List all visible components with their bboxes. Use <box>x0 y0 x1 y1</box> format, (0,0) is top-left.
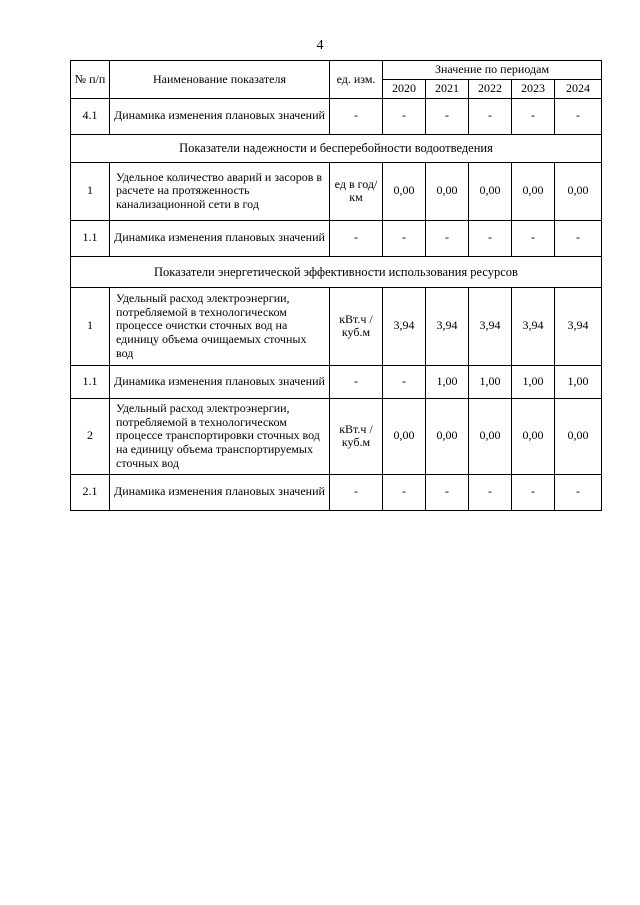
row-number: 2 <box>71 398 110 474</box>
value-cell: - <box>469 98 512 134</box>
value-cell: - <box>555 220 602 256</box>
value-cell: - <box>512 98 555 134</box>
table-row <box>71 287 602 365</box>
row-number: 1 <box>71 162 110 220</box>
unit-cell: - <box>330 98 383 134</box>
value-cell: - <box>469 474 512 510</box>
value-cell: - <box>383 98 426 134</box>
value-cell: 0,00 <box>512 162 555 220</box>
indicator-name: Динамика изменения плановых значений <box>110 220 330 256</box>
page-number: 4 <box>316 38 324 53</box>
value-cell: 3,94 <box>426 287 469 365</box>
table-row <box>71 474 602 510</box>
unit-cell: - <box>330 220 383 256</box>
column-header-num: № п/п <box>71 61 110 99</box>
column-header-year: 2020 <box>383 80 426 99</box>
value-cell: - <box>555 474 602 510</box>
value-cell: 3,94 <box>469 287 512 365</box>
column-header-periods: Значение по периодам <box>383 61 602 80</box>
value-cell: 0,00 <box>555 162 602 220</box>
value-cell: - <box>426 474 469 510</box>
table-row <box>71 398 602 474</box>
table-row <box>71 98 602 134</box>
value-cell: 0,00 <box>383 398 426 474</box>
value-cell: 0,00 <box>469 398 512 474</box>
row-number: 4.1 <box>71 98 110 134</box>
value-cell: - <box>426 98 469 134</box>
unit-cell: - <box>330 474 383 510</box>
indicators-table <box>70 60 602 511</box>
column-header-name: Наименование показателя <box>110 61 330 99</box>
row-number: 1.1 <box>71 365 110 398</box>
value-cell: 0,00 <box>426 162 469 220</box>
section-title: Показатели надежности и бесперебойности водоотведения <box>71 134 602 162</box>
indicator-name: Удельное количество аварий и засоров в расчете на протяженность канализационной сети в год <box>110 162 330 220</box>
indicator-name: Динамика изменения плановых значений <box>110 365 330 398</box>
indicator-name: Динамика изменения плановых значений <box>110 98 330 134</box>
section-row <box>71 256 602 287</box>
table-header-row <box>71 61 602 80</box>
column-header-year: 2022 <box>469 80 512 99</box>
column-header-year: 2023 <box>512 80 555 99</box>
value-cell: 1,00 <box>555 365 602 398</box>
value-cell: - <box>469 220 512 256</box>
value-cell: - <box>383 474 426 510</box>
table-row <box>71 220 602 256</box>
value-cell: 1,00 <box>426 365 469 398</box>
column-header-unit: ед. изм. <box>330 61 383 99</box>
value-cell: - <box>383 365 426 398</box>
value-cell: 3,94 <box>512 287 555 365</box>
section-row <box>71 134 602 162</box>
value-cell: 0,00 <box>426 398 469 474</box>
row-number: 1 <box>71 287 110 365</box>
indicator-name: Динамика изменения плановых значений <box>110 474 330 510</box>
column-header-year: 2021 <box>426 80 469 99</box>
table-row <box>71 365 602 398</box>
unit-cell: кВт.ч / куб.м <box>330 287 383 365</box>
value-cell: 0,00 <box>512 398 555 474</box>
value-cell: 0,00 <box>469 162 512 220</box>
value-cell: 0,00 <box>383 162 426 220</box>
value-cell: 1,00 <box>512 365 555 398</box>
value-cell: 3,94 <box>383 287 426 365</box>
value-cell: - <box>512 474 555 510</box>
value-cell: - <box>426 220 469 256</box>
value-cell: 0,00 <box>555 398 602 474</box>
column-header-year: 2024 <box>555 80 602 99</box>
value-cell: 1,00 <box>469 365 512 398</box>
row-number: 1.1 <box>71 220 110 256</box>
unit-cell: ед в год/ км <box>330 162 383 220</box>
value-cell: 3,94 <box>555 287 602 365</box>
table-row <box>71 162 602 220</box>
value-cell: - <box>512 220 555 256</box>
value-cell: - <box>383 220 426 256</box>
unit-cell: кВт.ч / куб.м <box>330 398 383 474</box>
indicator-name: Удельный расход электроэнергии, потребляемой в технологическом процессе очистки сточных вод на единицу объема очищаемых сточных вод <box>110 287 330 365</box>
row-number: 2.1 <box>71 474 110 510</box>
indicator-name: Удельный расход электроэнергии, потребляемой в технологическом процессе транспортировки сточных вод на единицу объема транспортируемых сточных вод <box>110 398 330 474</box>
value-cell: - <box>555 98 602 134</box>
unit-cell: - <box>330 365 383 398</box>
section-title: Показатели энергетической эффективности использования ресурсов <box>71 256 602 287</box>
